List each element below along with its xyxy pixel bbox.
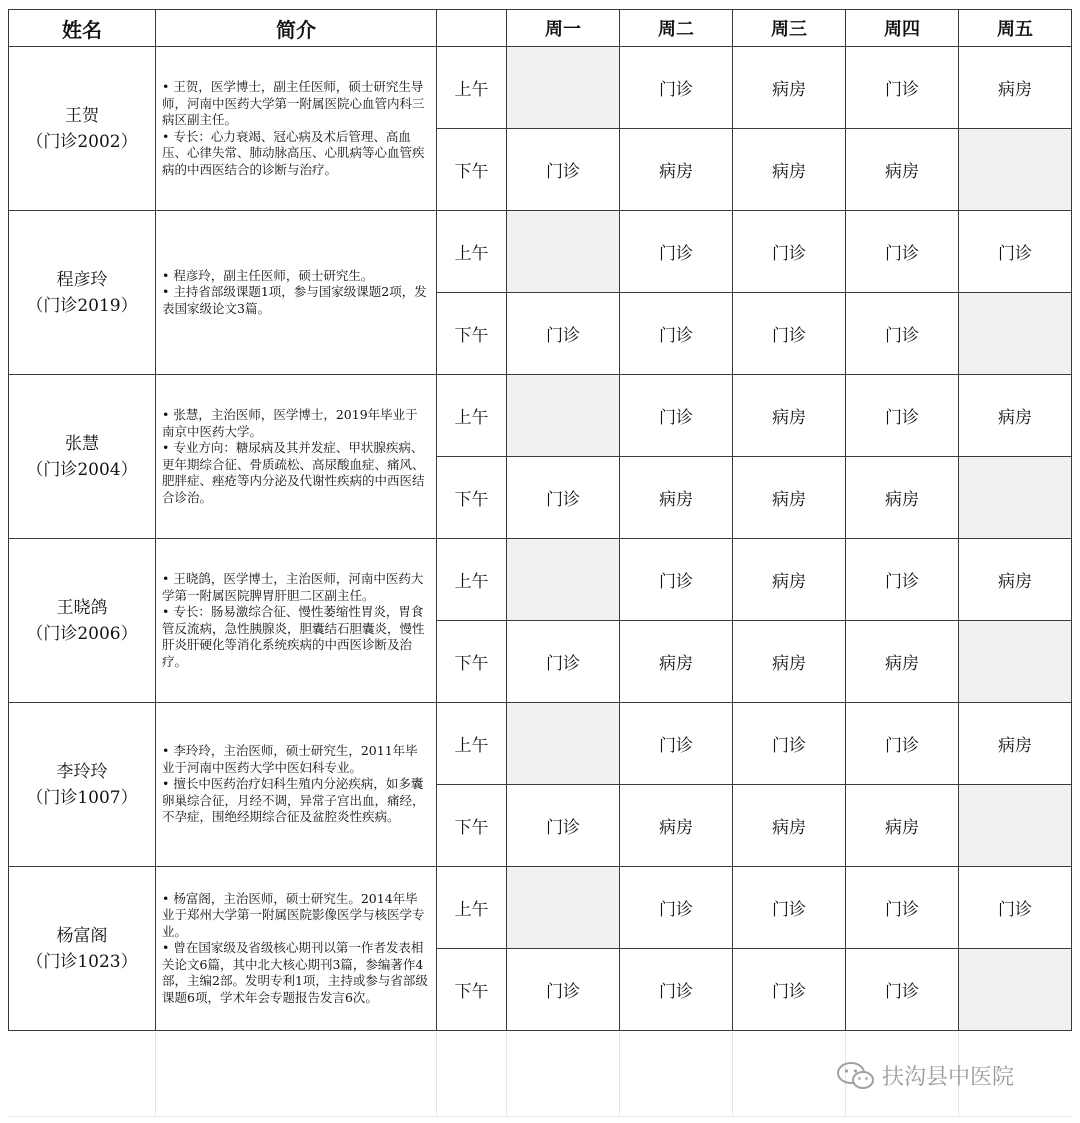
slot-mon-am: [507, 539, 620, 621]
slot-fri-pm: [959, 785, 1072, 867]
slot-mon-pm: 门诊: [507, 129, 620, 211]
slot-wed-am: 门诊: [733, 703, 846, 785]
slot-thu-pm: 门诊: [846, 293, 959, 375]
doctor-name-cell: [9, 47, 156, 211]
schedule-table: [8, 9, 1072, 1031]
header-intro: 简介: [156, 10, 437, 47]
slot-thu-am: 门诊: [846, 539, 959, 621]
bio-paragraph: • 王贺，医学博士，副主任医师，硕士研究生导师，河南中医药大学第一附属医院心血管内科三病区副主任。: [162, 79, 425, 127]
slot-tue-am: 门诊: [620, 867, 733, 949]
slot-thu-pm: 门诊: [846, 949, 959, 1031]
schedule-row-am: [9, 375, 1072, 457]
doctor-bio: [156, 867, 437, 1031]
slot-wed-pm: 门诊: [733, 949, 846, 1031]
header-row: [9, 10, 1072, 47]
slot-tue-pm: 病房: [620, 621, 733, 703]
slot-fri-pm: [959, 621, 1072, 703]
afternoon-label: 下午: [437, 949, 507, 1031]
slot-thu-am: 门诊: [846, 211, 959, 293]
slot-mon-am: [507, 703, 620, 785]
bio-paragraph: • 专业方向：糖尿病及其并发症、甲状腺疾病、更年期综合征、骨质疏松、高尿酸血症、痛风、肥胖症、痤疮等内分泌及代谢性疾病的中西医结合诊治。: [162, 440, 425, 505]
slot-thu-am: 门诊: [846, 703, 959, 785]
afternoon-label: 下午: [437, 785, 507, 867]
schedule-row-am: [9, 539, 1072, 621]
watermark-text: 扶沟县中医院: [882, 1065, 1015, 1090]
doctor-name: 李玲玲: [56, 761, 108, 782]
slot-tue-pm: 病房: [620, 457, 733, 539]
slot-wed-am: 病房: [733, 375, 846, 457]
grid-line: [436, 1032, 437, 1117]
doctor-name-cell: [9, 703, 156, 867]
slot-fri-am: 病房: [959, 539, 1072, 621]
slot-thu-am: 门诊: [846, 867, 959, 949]
doctor-room: （门诊2006）: [26, 623, 138, 644]
slot-mon-pm: 门诊: [507, 457, 620, 539]
bio-paragraph: • 曾在国家级及省级核心期刊以第一作者发表相关论文6篇，其中北大核心期刊3篇，参编著作4部，主编2部。发明专利1项，主持或参与省部级课题6项，学术年会专题报告发言6次。: [162, 940, 428, 1005]
slot-fri-am: 门诊: [959, 211, 1072, 293]
bio-paragraph: • 张慧，主治医师，医学博士，2019年毕业于南京中医药大学。: [162, 407, 418, 439]
afternoon-label: 下午: [437, 293, 507, 375]
header-day-wed: 周三: [733, 10, 846, 47]
slot-wed-am: 门诊: [733, 211, 846, 293]
doctor-name: 王贺: [65, 105, 99, 126]
grid-line: [732, 1032, 733, 1117]
slot-fri-pm: [959, 293, 1072, 375]
slot-thu-pm: 病房: [846, 129, 959, 211]
watermark: [836, 1060, 1014, 1091]
doctor-room: （门诊1007）: [26, 787, 138, 808]
bio-paragraph: • 李玲玲，主治医师，硕士研究生，2011年毕业于河南中医药大学中医妇科专业。: [162, 743, 418, 775]
slot-mon-am: [507, 211, 620, 293]
doctor-bio: [156, 47, 437, 211]
wechat-icon: [836, 1061, 876, 1091]
slot-tue-pm: 病房: [620, 129, 733, 211]
morning-label: 上午: [437, 47, 507, 129]
header-name: 姓名: [9, 10, 156, 47]
afternoon-label: 下午: [437, 129, 507, 211]
slot-wed-am: 门诊: [733, 867, 846, 949]
morning-label: 上午: [437, 703, 507, 785]
doctor-bio: [156, 703, 437, 867]
slot-tue-am: 门诊: [620, 211, 733, 293]
slot-mon-am: [507, 375, 620, 457]
slot-wed-pm: 病房: [733, 129, 846, 211]
slot-wed-pm: 门诊: [733, 293, 846, 375]
slot-tue-am: 门诊: [620, 703, 733, 785]
bio-paragraph: • 主持省部级课题1项，参与国家级课题2项，发表国家级论文3篇。: [162, 284, 427, 316]
doctor-bio: [156, 539, 437, 703]
slot-wed-am: 病房: [733, 539, 846, 621]
slot-tue-am: 门诊: [620, 47, 733, 129]
header-day-fri: 周五: [959, 10, 1072, 47]
slot-mon-pm: 门诊: [507, 949, 620, 1031]
doctor-room: （门诊2002）: [26, 131, 138, 152]
slot-tue-pm: 门诊: [620, 293, 733, 375]
doctor-name: 程彦玲: [56, 269, 108, 290]
doctor-bio: [156, 375, 437, 539]
bio-paragraph: • 专长：肠易激综合征、慢性萎缩性胃炎，胃食管反流病，急性胰腺炎，胆囊结石胆囊炎，慢性肝炎肝硬化等消化系统疾病的中西医诊断及治疗。: [162, 604, 425, 669]
grid-line: [619, 1032, 620, 1117]
slot-mon-pm: 门诊: [507, 621, 620, 703]
slot-tue-am: 门诊: [620, 539, 733, 621]
bio-paragraph: • 王晓鸽，医学博士，主治医师，河南中医药大学第一附属医院脾胃肝胆二区副主任。: [162, 571, 424, 603]
slot-mon-am: [507, 867, 620, 949]
slot-wed-pm: 病房: [733, 457, 846, 539]
slot-thu-pm: 病房: [846, 457, 959, 539]
slot-fri-am: 病房: [959, 47, 1072, 129]
bio-paragraph: • 杨富阁，主治医师，硕士研究生。2014年毕业于郑州大学第一附属医院影像医学与核医学专业。: [162, 890, 425, 939]
slot-mon-am: [507, 47, 620, 129]
header-day-mon: 周一: [507, 10, 620, 47]
slot-tue-pm: 门诊: [620, 949, 733, 1031]
header-day-tue: 周二: [620, 10, 733, 47]
doctor-room: （门诊2019）: [26, 295, 138, 316]
doctor-name-cell: [9, 867, 156, 1031]
header-blank: [437, 10, 507, 47]
schedule-row-am: [9, 867, 1072, 949]
bio-paragraph: • 程彦玲，副主任医师，硕士研究生。: [162, 267, 374, 283]
slot-wed-pm: 病房: [733, 621, 846, 703]
afternoon-label: 下午: [437, 621, 507, 703]
doctor-name: 张慧: [65, 433, 99, 454]
schedule-row-am: [9, 47, 1072, 129]
schedule-row-am: [9, 211, 1072, 293]
slot-thu-pm: 病房: [846, 621, 959, 703]
morning-label: 上午: [437, 211, 507, 293]
slot-thu-pm: 病房: [846, 785, 959, 867]
slot-fri-pm: [959, 129, 1072, 211]
schedule-row-am: [9, 703, 1072, 785]
slot-fri-am: 病房: [959, 375, 1072, 457]
slot-thu-am: 门诊: [846, 47, 959, 129]
slot-fri-am: 门诊: [959, 867, 1072, 949]
grid-line: [8, 1116, 1072, 1117]
doctor-name: 杨富阁: [56, 925, 108, 946]
morning-label: 上午: [437, 539, 507, 621]
doctor-name-cell: [9, 211, 156, 375]
header-day-thu: 周四: [846, 10, 959, 47]
doctor-name: 王晓鸽: [56, 597, 108, 618]
doctor-room: （门诊1023）: [26, 951, 138, 972]
slot-mon-pm: 门诊: [507, 293, 620, 375]
doctor-name-cell: [9, 539, 156, 703]
doctor-name-cell: [9, 375, 156, 539]
doctor-bio: [156, 211, 437, 375]
slot-fri-am: 病房: [959, 703, 1072, 785]
slot-thu-am: 门诊: [846, 375, 959, 457]
slot-tue-pm: 病房: [620, 785, 733, 867]
slot-tue-am: 门诊: [620, 375, 733, 457]
grid-line: [506, 1032, 507, 1117]
slot-wed-am: 病房: [733, 47, 846, 129]
grid-line: [155, 1032, 156, 1117]
morning-label: 上午: [437, 375, 507, 457]
slot-wed-pm: 病房: [733, 785, 846, 867]
bio-paragraph: • 擅长中医药治疗妇科生殖内分泌疾病，如多囊卵巢综合征，月经不调，异常子宫出血，痛经，不孕症，围绝经期综合征及盆腔炎性疾病。: [162, 776, 425, 825]
bio-paragraph: • 专长：心力衰竭、冠心病及术后管理、高血压、心律失常、肺动脉高压、心肌病等心血管疾病的中西医结合的诊断与治疗。: [162, 128, 425, 177]
slot-mon-pm: 门诊: [507, 785, 620, 867]
slot-fri-pm: [959, 457, 1072, 539]
afternoon-label: 下午: [437, 457, 507, 539]
doctor-room: （门诊2004）: [26, 459, 138, 480]
slot-fri-pm: [959, 949, 1072, 1031]
morning-label: 上午: [437, 867, 507, 949]
